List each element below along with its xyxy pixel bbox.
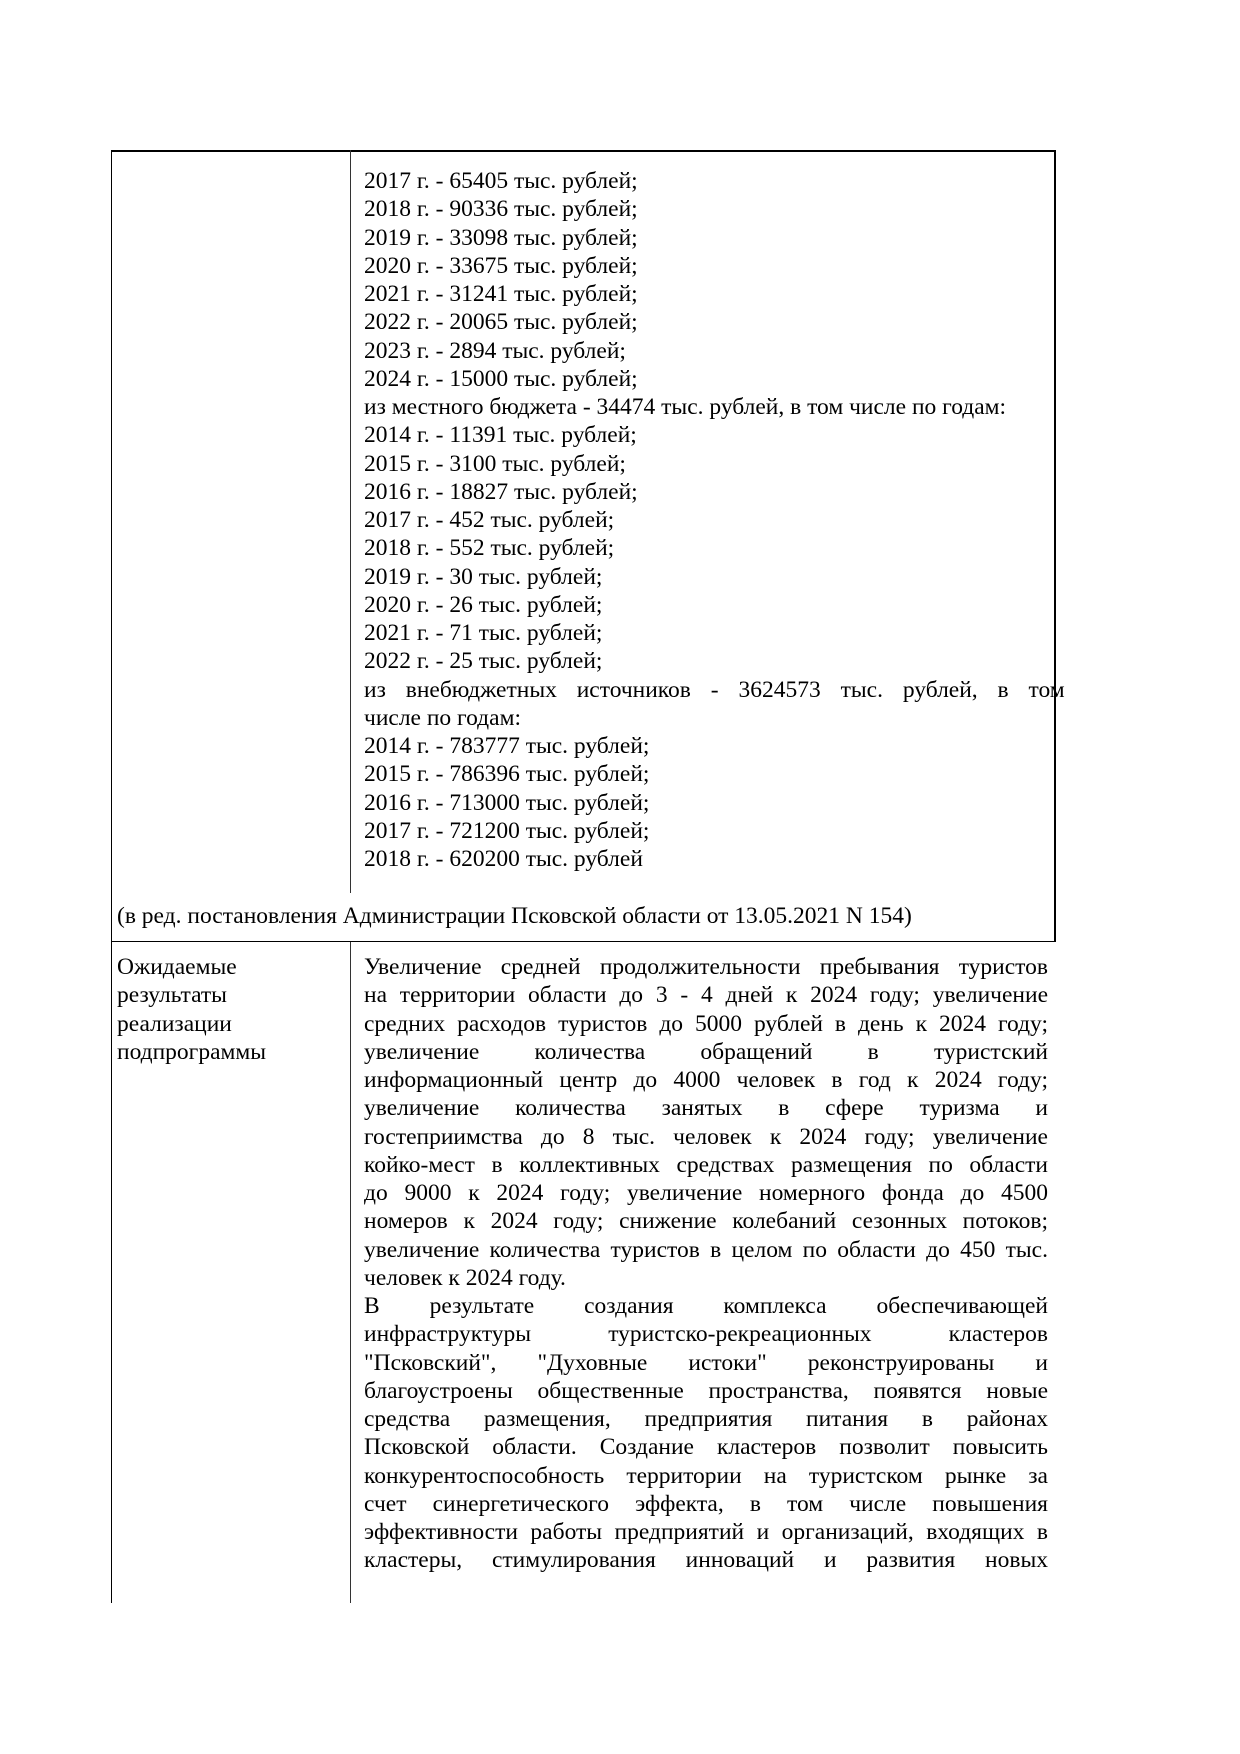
financing-subheading: из внебюджетных источников - 3624573 тыс. рублей, в том	[364, 676, 1065, 703]
result-line: "Псковский", "Духовные истоки" реконструированы и	[364, 1349, 1048, 1376]
result-line: средства размещения, предприятия питания в районах	[364, 1406, 1048, 1432]
result-line: эффективности работы предприятий и организаций, входящих в	[364, 1519, 1048, 1545]
column-divider	[350, 150, 351, 893]
result-line: человек к 2024 году.	[364, 1264, 566, 1291]
result-line: номеров к 2024 году; снижение колебаний сезонных потоков;	[364, 1208, 1048, 1235]
result-line: В результате создания комплекса обеспечивающей	[364, 1293, 1048, 1319]
result-line: конкурентоспособность территории на туристском рынке за	[364, 1462, 1048, 1489]
financing-line: 2016 г. - 18827 тыс. рублей;	[364, 478, 638, 505]
financing-subheading: из местного бюджета - 34474 тыс. рублей, в том числе по годам:	[364, 394, 1007, 420]
result-line: информационный центр до 4000 человек в год к 2024 году;	[364, 1067, 1048, 1093]
result-line: гостеприимства до 8 тыс. человек к 2024 году; увеличение	[364, 1123, 1048, 1150]
result-line: увеличение количества туристов в целом по области до 450 тыс.	[364, 1236, 1048, 1263]
result-line: благоустроены общественные пространства, появятся новые	[364, 1377, 1048, 1404]
financing-line: 2020 г. - 33675 тыс. рублей;	[364, 252, 638, 279]
financing-line: 2019 г. - 33098 тыс. рублей;	[364, 224, 638, 251]
financing-line: 2014 г. - 11391 тыс. рублей;	[364, 422, 637, 449]
financing-line: 2014 г. - 783777 тыс. рублей;	[364, 733, 650, 759]
result-line: Псковской области. Создание кластеров позволит повысить	[364, 1434, 1048, 1461]
row-separator	[111, 941, 1056, 942]
result-line: кластеры, стимулирования инноваций и развития новых	[364, 1547, 1048, 1574]
result-line: койко-мест в коллективных средствах размещения по области	[364, 1151, 1048, 1178]
table-left-border	[111, 150, 112, 1603]
expected-results-text	[364, 953, 1048, 1575]
financing-line: 2018 г. - 552 тыс. рублей;	[364, 535, 615, 562]
label-line: Ожидаемые	[117, 954, 237, 980]
financing-line: 2021 г. - 31241 тыс. рублей;	[364, 281, 638, 307]
financing-subheading: числе по годам:	[364, 704, 521, 731]
table-top-border	[111, 150, 1056, 152]
table-right-border	[1054, 150, 1056, 942]
result-line: на территории области до 3 - 4 дней к 2024 году; увеличение	[364, 982, 1048, 1009]
financing-list-cell	[364, 167, 1065, 873]
financing-line: 2017 г. - 65405 тыс. рублей;	[364, 168, 638, 194]
result-line: Увеличение средней продолжительности пребывания туристов	[364, 954, 1048, 980]
financing-line: 2016 г. - 713000 тыс. рублей;	[364, 789, 650, 816]
amendment-note: (в ред. постановления Администрации Псковской области от 13.05.2021 N 154)	[117, 903, 912, 929]
result-line: счет синергетического эффекта, в том числе повышения	[364, 1490, 1048, 1517]
financing-line: 2020 г. - 26 тыс. рублей;	[364, 591, 603, 618]
financing-line: 2022 г. - 20065 тыс. рублей;	[364, 309, 638, 336]
result-line: увеличение количества обращений в туристский	[364, 1038, 1048, 1065]
financing-line: 2024 г. - 15000 тыс. рублей;	[364, 365, 638, 392]
financing-line: 2015 г. - 3100 тыс. рублей;	[364, 450, 626, 477]
financing-line: 2018 г. - 90336 тыс. рублей;	[364, 196, 638, 223]
financing-line: 2017 г. - 452 тыс. рублей;	[364, 507, 615, 533]
result-line: средних расходов туристов до 5000 рублей в день к 2024 году;	[364, 1010, 1048, 1037]
financing-line: 2018 г. - 620200 тыс. рублей	[364, 846, 643, 872]
label-line: реализации	[117, 1010, 232, 1037]
label-line: подпрограммы	[117, 1038, 267, 1065]
result-line: до 9000 к 2024 году; увеличение номерного фонда до 4500	[364, 1180, 1048, 1206]
financing-line: 2023 г. - 2894 тыс. рублей;	[364, 337, 626, 364]
expected-results-label	[117, 953, 337, 1066]
result-line: инфраструктуры туристско-рекреационных кластеров	[364, 1321, 1048, 1348]
financing-line: 2015 г. - 786396 тыс. рублей;	[364, 761, 650, 788]
financing-line: 2017 г. - 721200 тыс. рублей;	[364, 817, 650, 844]
financing-line: 2019 г. - 30 тыс. рублей;	[364, 563, 603, 590]
financing-line: 2021 г. - 71 тыс. рублей;	[364, 620, 603, 646]
financing-line: 2022 г. - 25 тыс. рублей;	[364, 648, 603, 675]
label-line: результаты	[117, 982, 227, 1009]
result-line: увеличение количества занятых в сфере туризма и	[364, 1095, 1048, 1122]
column-divider	[350, 942, 351, 1603]
